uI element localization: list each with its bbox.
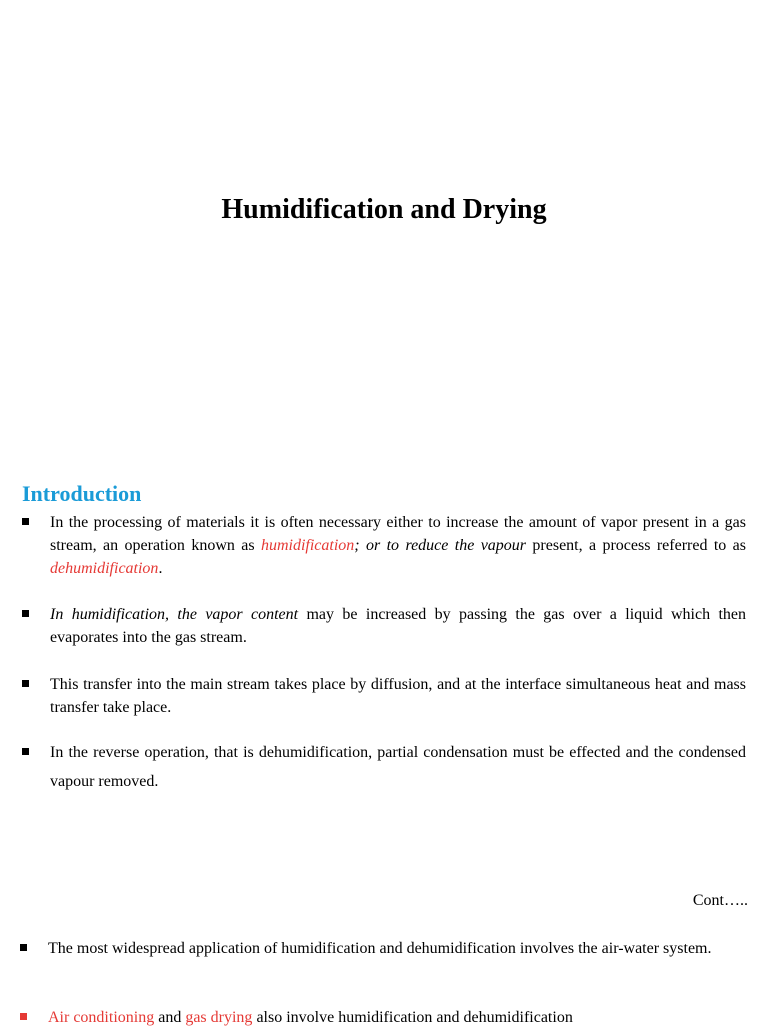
text-run: In the processing of materials it is often necessary either to increase the amount of vapor present in a gas stream, an operation known as — [50, 514, 746, 554]
bullet-text — [48, 1006, 740, 1029]
bullet-text — [50, 603, 746, 649]
text-run: ; or to reduce the vapour — [354, 537, 527, 554]
text-run: . — [158, 560, 163, 577]
text-run: and — [154, 1009, 186, 1026]
text-run: also involve humidification and dehumidification — [252, 1009, 573, 1026]
section-heading: Introduction — [22, 481, 142, 506]
highlighted-term: gas drying — [185, 1009, 253, 1026]
text-run: In humidification, the vapor content — [50, 606, 299, 623]
bullet-marker — [22, 748, 29, 755]
text-run: may be increased by passing the gas over a liquid which then evaporates into the gas stream. — [50, 606, 746, 646]
list-item — [22, 511, 746, 580]
bullet-marker — [22, 680, 29, 687]
bullet-marker — [22, 610, 29, 617]
bullet-text — [50, 511, 746, 580]
highlighted-term: humidification — [260, 537, 355, 554]
bullet-text: In the reverse operation, that is dehumidification, partial condensation must be effected and the condensed vapour removed. — [50, 744, 746, 790]
highlighted-term: dehumidification — [50, 560, 159, 577]
bullet-marker — [20, 1013, 27, 1020]
highlighted-term: Air conditioning — [48, 1009, 155, 1026]
bullet-marker — [20, 944, 27, 951]
continued-label: Cont….. — [692, 892, 748, 909]
list-item — [22, 741, 746, 796]
bullet-marker — [22, 518, 29, 525]
text-run: present, a process referred to as — [526, 537, 747, 554]
list-item — [20, 1006, 740, 1029]
list-item — [20, 937, 740, 960]
list-item — [22, 603, 746, 649]
bullet-text: The most widespread application of humidification and dehumidification involves the air-water system. — [48, 940, 712, 957]
bullet-text: This transfer into the main stream takes place by diffusion, and at the interface simultaneous heat and mass transfer take place. — [50, 676, 746, 716]
list-item — [22, 673, 746, 719]
page-title: Humidification and Drying — [221, 194, 547, 225]
